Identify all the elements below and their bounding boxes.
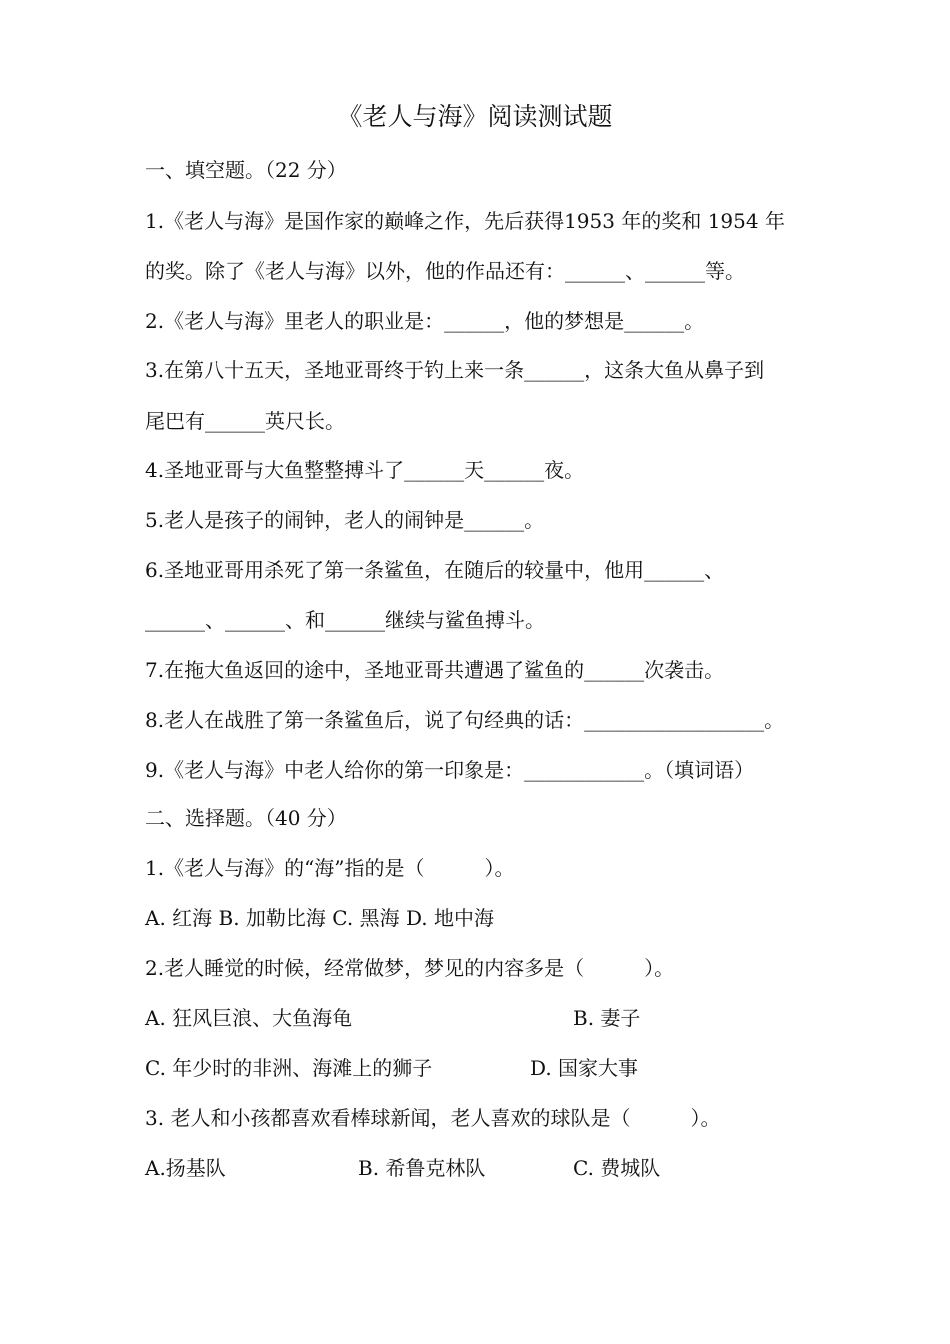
fill-question-8: 8.老人在战胜了第一条鲨鱼后，说了句经典的话：__________________。 (145, 708, 785, 732)
fill-question-1-line-1: 1.《老人与海》是国作家的巅峰之作，先后获得1953 年的奖和 1954 年 (145, 209, 785, 233)
choice-question-2-option-c: C. 年少时的非洲、海滩上的狮子 (145, 1056, 433, 1080)
section-2-heading: 二、选择题。（40 分） (145, 806, 347, 830)
choice-question-3-stem: 3. 老人和小孩都喜欢看棒球新闻，老人喜欢的球队是（ ）。 (145, 1106, 721, 1130)
choice-question-3-option-b: B. 希鲁克林队 (358, 1156, 486, 1180)
fill-question-3-line-1: 3.在第八十五天，圣地亚哥终于钓上来一条______，这条大鱼从鼻子到 (145, 358, 765, 382)
choice-question-2-option-b: B. 妻子 (573, 1006, 641, 1030)
fill-question-4: 4.圣地亚哥与大鱼整整搏斗了______天______夜。 (145, 458, 585, 482)
choice-question-2-stem: 2.老人睡觉的时候，经常做梦，梦见的内容多是（ ）。 (145, 956, 675, 980)
fill-question-2: 2.《老人与海》里老人的职业是：______，他的梦想是______。 (145, 309, 705, 333)
page-title: 《老人与海》阅读测试题 (337, 102, 613, 131)
fill-question-9: 9.《老人与海》中老人给你的第一印象是：____________。（填词语） (145, 758, 755, 782)
choice-question-3-option-c: C. 费城队 (573, 1156, 661, 1180)
choice-question-1-options: A. 红海 B. 加勒比海 C. 黑海 D. 地中海 (145, 906, 494, 930)
choice-question-2-option-d: D. 国家大事 (530, 1056, 639, 1080)
fill-question-7: 7.在拖大鱼返回的途中，圣地亚哥共遭遇了鲨鱼的______次袭击。 (145, 658, 725, 682)
fill-question-6-line-1: 6.圣地亚哥用杀死了第一条鲨鱼，在随后的较量中，他用______、 (145, 558, 725, 582)
fill-question-1-line-2: 的奖。除了《老人与海》以外，他的作品还有：______、______等。 (145, 259, 745, 283)
fill-question-3-line-2: 尾巴有______英尺长。 (145, 409, 345, 433)
choice-question-3-option-a: A.扬基队 (145, 1156, 226, 1180)
fill-question-5: 5.老人是孩子的闹钟，老人的闹钟是______。 (145, 508, 545, 532)
section-1-heading: 一、填空题。（22 分） (145, 158, 347, 182)
choice-question-1-stem: 1.《老人与海》的“海”指的是（ ）。 (145, 856, 515, 880)
fill-question-6-line-2: ______、______、和______继续与鲨鱼搏斗。 (145, 608, 545, 632)
choice-question-2-option-a: A. 狂风巨浪、大鱼海龟 (145, 1006, 353, 1030)
